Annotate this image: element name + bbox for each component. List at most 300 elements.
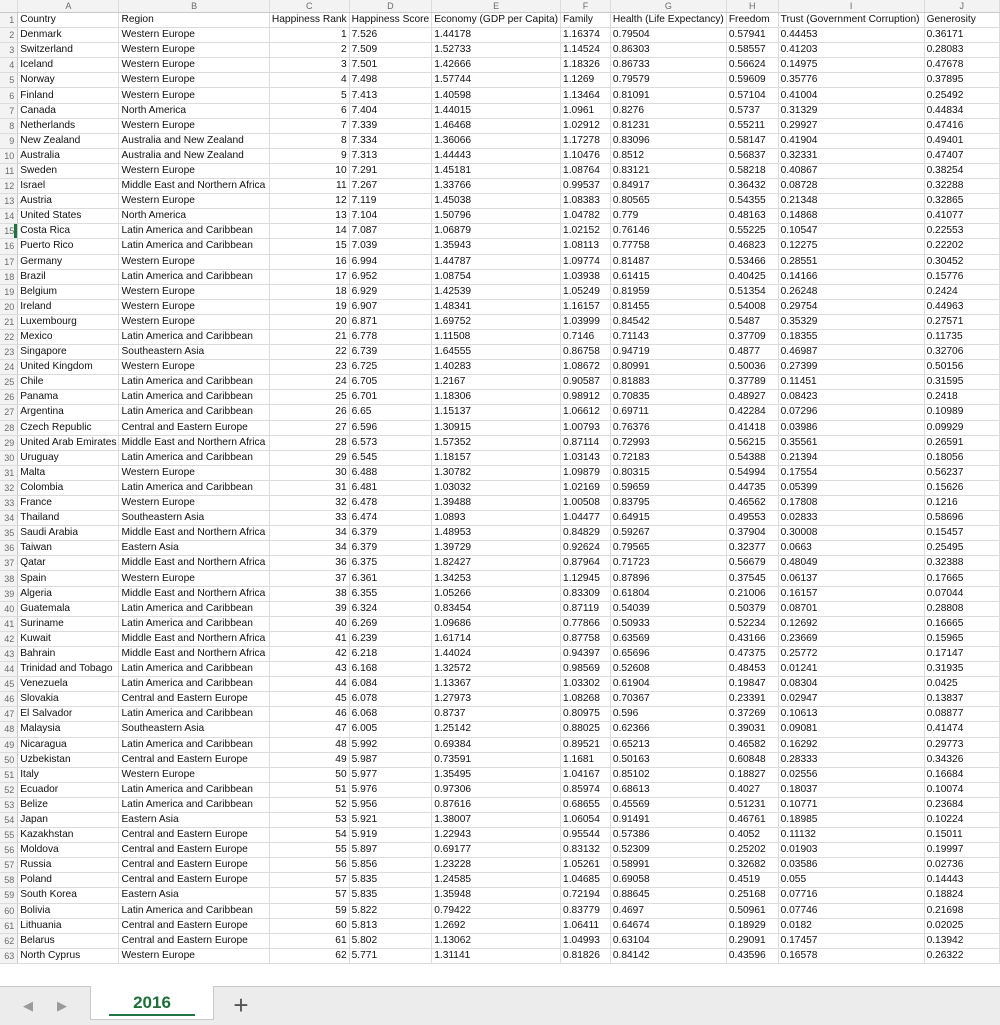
cell[interactable]: 0.40867 — [778, 163, 924, 178]
cell[interactable]: Suriname — [18, 616, 119, 631]
cell[interactable]: Central and Eastern Europe — [119, 933, 269, 948]
row-number[interactable]: 61 — [0, 918, 18, 933]
cell[interactable]: 0.28083 — [924, 43, 999, 58]
cell[interactable]: 0.44453 — [778, 28, 924, 43]
cell[interactable]: 0.48049 — [778, 556, 924, 571]
cell[interactable]: 0.26248 — [778, 284, 924, 299]
cell[interactable]: Central and Eastern Europe — [119, 918, 269, 933]
cell[interactable]: 1.27973 — [432, 692, 561, 707]
cell[interactable]: Israel — [18, 179, 119, 194]
cell[interactable]: 0.29773 — [924, 737, 999, 752]
cell[interactable]: Latin America and Caribbean — [119, 450, 269, 465]
cell[interactable]: 1.14524 — [561, 43, 611, 58]
cell[interactable]: 0.17147 — [924, 646, 999, 661]
cell[interactable]: Luxembourg — [18, 314, 119, 329]
cell[interactable]: Middle East and Northern Africa — [119, 526, 269, 541]
cell[interactable]: Australia and New Zealand — [119, 133, 269, 148]
cell[interactable]: 1.02912 — [561, 118, 611, 133]
row-number[interactable]: 27 — [0, 405, 18, 420]
cell[interactable]: 1.08672 — [561, 360, 611, 375]
cell[interactable]: 0.77758 — [610, 239, 726, 254]
cell[interactable]: 0.51231 — [726, 797, 778, 812]
cell[interactable]: Singapore — [18, 345, 119, 360]
cell[interactable]: 0.14975 — [778, 58, 924, 73]
cell[interactable]: 0.21006 — [726, 586, 778, 601]
cell[interactable]: 0.61904 — [610, 677, 726, 692]
cell[interactable]: 1.06054 — [561, 812, 611, 827]
cell[interactable]: 0.25492 — [924, 88, 999, 103]
header-cell[interactable]: Economy (GDP per Capita) — [432, 13, 561, 28]
cell[interactable]: 55 — [269, 843, 349, 858]
cell[interactable]: 0.54355 — [726, 194, 778, 209]
column-header-i[interactable]: I — [778, 0, 924, 13]
cell[interactable]: 6.929 — [349, 284, 432, 299]
row-number[interactable]: 14 — [0, 209, 18, 224]
cell[interactable]: 0.25772 — [778, 646, 924, 661]
cell[interactable]: 0.15011 — [924, 828, 999, 843]
cell[interactable]: Argentina — [18, 405, 119, 420]
cell[interactable]: 0.57941 — [726, 28, 778, 43]
row-number[interactable]: 37 — [0, 556, 18, 571]
header-cell[interactable]: Health (Life Expectancy) — [610, 13, 726, 28]
cell[interactable]: Colombia — [18, 480, 119, 495]
cell[interactable]: 0.08877 — [924, 707, 999, 722]
cell[interactable]: Central and Eastern Europe — [119, 752, 269, 767]
cell[interactable]: 0.46823 — [726, 239, 778, 254]
cell[interactable]: 7.498 — [349, 73, 432, 88]
cell[interactable]: 14 — [269, 224, 349, 239]
cell[interactable]: 0.34326 — [924, 752, 999, 767]
cell[interactable]: Western Europe — [119, 496, 269, 511]
cell[interactable]: 0.28333 — [778, 752, 924, 767]
cell[interactable]: 1.03302 — [561, 677, 611, 692]
cell[interactable]: 0.055 — [778, 873, 924, 888]
cell[interactable]: 0.35329 — [778, 314, 924, 329]
cell[interactable]: Western Europe — [119, 465, 269, 480]
cell[interactable]: 3 — [269, 58, 349, 73]
cell[interactable]: 0.28551 — [778, 254, 924, 269]
column-header-j[interactable]: J — [924, 0, 999, 13]
cell[interactable]: 6.65 — [349, 405, 432, 420]
cell[interactable]: 41 — [269, 631, 349, 646]
cell[interactable]: 8 — [269, 133, 349, 148]
cell[interactable]: 0.19847 — [726, 677, 778, 692]
cell[interactable]: 1.00508 — [561, 496, 611, 511]
cell[interactable]: 0.79565 — [610, 541, 726, 556]
cell[interactable]: Nicaragua — [18, 737, 119, 752]
cell[interactable]: 0.2418 — [924, 390, 999, 405]
cell[interactable]: 0.88025 — [561, 722, 611, 737]
cell[interactable]: 9 — [269, 148, 349, 163]
cell[interactable]: 0.32377 — [726, 541, 778, 556]
cell[interactable]: El Salvador — [18, 707, 119, 722]
cell[interactable]: 0.02025 — [924, 918, 999, 933]
cell[interactable]: 6.705 — [349, 375, 432, 390]
cell[interactable]: 0.62366 — [610, 722, 726, 737]
row-number[interactable]: 38 — [0, 571, 18, 586]
cell[interactable]: 0.83096 — [610, 133, 726, 148]
cell[interactable]: Slovakia — [18, 692, 119, 707]
cell[interactable]: 0.84917 — [610, 179, 726, 194]
cell[interactable]: 6.701 — [349, 390, 432, 405]
cell[interactable]: 0.32706 — [924, 345, 999, 360]
cell[interactable]: 0.41004 — [778, 88, 924, 103]
cell[interactable]: Eastern Asia — [119, 812, 269, 827]
cell[interactable]: 1.61714 — [432, 631, 561, 646]
cell[interactable]: 7.119 — [349, 194, 432, 209]
cell[interactable]: 0.50379 — [726, 601, 778, 616]
cell[interactable]: 19 — [269, 299, 349, 314]
cell[interactable]: Central and Eastern Europe — [119, 843, 269, 858]
cell[interactable]: 7.509 — [349, 43, 432, 58]
cell[interactable]: 6.375 — [349, 556, 432, 571]
cell[interactable]: Middle East and Northern Africa — [119, 435, 269, 450]
cell[interactable]: 0.07296 — [778, 405, 924, 420]
cell[interactable]: 0.77866 — [561, 616, 611, 631]
cell[interactable]: 7.267 — [349, 179, 432, 194]
cell[interactable]: 0.83795 — [610, 496, 726, 511]
cell[interactable]: Latin America and Caribbean — [119, 797, 269, 812]
cell[interactable]: 0.87896 — [610, 571, 726, 586]
cell[interactable]: 0.59267 — [610, 526, 726, 541]
cell[interactable]: 0.46761 — [726, 812, 778, 827]
row-number[interactable]: 34 — [0, 511, 18, 526]
cell[interactable]: Latin America and Caribbean — [119, 903, 269, 918]
row-number[interactable]: 13 — [0, 194, 18, 209]
row-number[interactable]: 26 — [0, 390, 18, 405]
cell[interactable]: 1.03032 — [432, 480, 561, 495]
row-number[interactable]: 9 — [0, 133, 18, 148]
cell[interactable]: 5.977 — [349, 767, 432, 782]
row-number[interactable]: 49 — [0, 737, 18, 752]
cell[interactable]: 37 — [269, 571, 349, 586]
cell[interactable]: 1.42666 — [432, 58, 561, 73]
cell[interactable]: 0.87964 — [561, 556, 611, 571]
cell[interactable]: 12 — [269, 194, 349, 209]
cell[interactable]: 1.35948 — [432, 888, 561, 903]
cell[interactable]: 0.14868 — [778, 209, 924, 224]
cell[interactable]: 59 — [269, 903, 349, 918]
cell[interactable]: 0.50036 — [726, 360, 778, 375]
cell[interactable]: Middle East and Northern Africa — [119, 179, 269, 194]
cell[interactable]: 1.34253 — [432, 571, 561, 586]
cell[interactable]: 10 — [269, 163, 349, 178]
cell[interactable]: 0.31595 — [924, 375, 999, 390]
cell[interactable]: 0.29091 — [726, 933, 778, 948]
row-number[interactable]: 17 — [0, 254, 18, 269]
cell[interactable]: 1.38007 — [432, 812, 561, 827]
cell[interactable]: 7.501 — [349, 58, 432, 73]
cell[interactable]: 6.239 — [349, 631, 432, 646]
cell[interactable]: 0.44735 — [726, 480, 778, 495]
cell[interactable]: 7 — [269, 118, 349, 133]
cell[interactable]: 0.54039 — [610, 601, 726, 616]
cell[interactable]: 0.35561 — [778, 435, 924, 450]
cell[interactable]: 0.15626 — [924, 480, 999, 495]
cell[interactable]: 0.35776 — [778, 73, 924, 88]
cell[interactable]: 33 — [269, 511, 349, 526]
cell[interactable]: Central and Eastern Europe — [119, 858, 269, 873]
cell[interactable]: 0.8512 — [610, 148, 726, 163]
cell[interactable]: 6.474 — [349, 511, 432, 526]
cell[interactable]: 18 — [269, 284, 349, 299]
cell[interactable]: 0.15776 — [924, 269, 999, 284]
cell[interactable]: 0.32288 — [924, 179, 999, 194]
cell[interactable]: 1.06411 — [561, 918, 611, 933]
cell[interactable]: 0.98912 — [561, 390, 611, 405]
cell[interactable]: Malta — [18, 465, 119, 480]
cell[interactable]: 0.41474 — [924, 722, 999, 737]
cell[interactable]: 0.17554 — [778, 465, 924, 480]
cell[interactable]: Southeastern Asia — [119, 345, 269, 360]
cell[interactable]: 0.27571 — [924, 314, 999, 329]
cell[interactable]: Switzerland — [18, 43, 119, 58]
cell[interactable]: 0.58218 — [726, 163, 778, 178]
cell[interactable]: 31 — [269, 480, 349, 495]
cell[interactable]: 0.46582 — [726, 737, 778, 752]
cell[interactable]: 30 — [269, 465, 349, 480]
cell[interactable]: 0.56215 — [726, 435, 778, 450]
cell[interactable]: Australia and New Zealand — [119, 148, 269, 163]
cell[interactable]: 0.12692 — [778, 616, 924, 631]
cell[interactable]: 0.4519 — [726, 873, 778, 888]
cell[interactable]: 0.10074 — [924, 782, 999, 797]
cell[interactable]: 0.56679 — [726, 556, 778, 571]
cell[interactable]: 1.64555 — [432, 345, 561, 360]
cell[interactable]: 7.104 — [349, 209, 432, 224]
header-cell[interactable]: Generosity — [924, 13, 999, 28]
cell[interactable]: 0.21698 — [924, 903, 999, 918]
cell[interactable]: 6.361 — [349, 571, 432, 586]
cell[interactable]: Latin America and Caribbean — [119, 480, 269, 495]
cell[interactable]: 0.26322 — [924, 948, 999, 963]
cell[interactable]: 0.12275 — [778, 239, 924, 254]
cell[interactable]: Chile — [18, 375, 119, 390]
cell[interactable]: 0.41203 — [778, 43, 924, 58]
cell[interactable]: Mexico — [18, 329, 119, 344]
cell[interactable]: 0.4027 — [726, 782, 778, 797]
row-number[interactable]: 59 — [0, 888, 18, 903]
cell[interactable]: 0.88645 — [610, 888, 726, 903]
cell[interactable]: 46 — [269, 707, 349, 722]
cell[interactable]: 0.36171 — [924, 28, 999, 43]
cell[interactable]: Thailand — [18, 511, 119, 526]
cell[interactable]: 0.98569 — [561, 662, 611, 677]
cell[interactable]: 0.57104 — [726, 88, 778, 103]
header-cell[interactable]: Family — [561, 13, 611, 28]
cell[interactable]: Canada — [18, 103, 119, 118]
cell[interactable]: 0.02833 — [778, 511, 924, 526]
cell[interactable]: 1.44443 — [432, 148, 561, 163]
cell[interactable]: 0.63569 — [610, 631, 726, 646]
cell[interactable]: 1.18306 — [432, 390, 561, 405]
cell[interactable]: 39 — [269, 601, 349, 616]
cell[interactable]: 0.58991 — [610, 858, 726, 873]
cell[interactable]: 25 — [269, 390, 349, 405]
cell[interactable]: 7.404 — [349, 103, 432, 118]
cell[interactable]: Central and Eastern Europe — [119, 873, 269, 888]
cell[interactable]: 0.02556 — [778, 767, 924, 782]
header-cell[interactable]: Happiness Score — [349, 13, 432, 28]
cell[interactable]: 1.08764 — [561, 163, 611, 178]
cell[interactable]: Western Europe — [119, 118, 269, 133]
cell[interactable]: Western Europe — [119, 314, 269, 329]
cell[interactable]: 0.10224 — [924, 812, 999, 827]
cell[interactable]: 0.23391 — [726, 692, 778, 707]
cell[interactable]: 0.32682 — [726, 858, 778, 873]
cell[interactable]: 0.49553 — [726, 511, 778, 526]
cell[interactable]: 0.94397 — [561, 646, 611, 661]
cell[interactable]: 0.53466 — [726, 254, 778, 269]
cell[interactable]: Denmark — [18, 28, 119, 43]
cell[interactable]: 0.54994 — [726, 465, 778, 480]
row-number[interactable]: 50 — [0, 752, 18, 767]
cell[interactable]: Ireland — [18, 299, 119, 314]
cell[interactable]: 0.05399 — [778, 480, 924, 495]
cell[interactable]: Netherlands — [18, 118, 119, 133]
cell[interactable]: 4 — [269, 73, 349, 88]
cell[interactable]: 22 — [269, 345, 349, 360]
cell[interactable]: 42 — [269, 646, 349, 661]
cell[interactable]: 6.573 — [349, 435, 432, 450]
cell[interactable]: 0.08728 — [778, 179, 924, 194]
column-header-a[interactable]: A — [18, 0, 119, 13]
cell[interactable]: Czech Republic — [18, 420, 119, 435]
row-number[interactable]: 63 — [0, 948, 18, 963]
cell[interactable]: 0.08701 — [778, 601, 924, 616]
select-all-corner[interactable] — [0, 0, 18, 13]
cell[interactable]: 1.42539 — [432, 284, 561, 299]
cell[interactable]: 0.85102 — [610, 767, 726, 782]
cell[interactable]: 0.72194 — [561, 888, 611, 903]
cell[interactable]: 0.06137 — [778, 571, 924, 586]
cell[interactable]: 0.32331 — [778, 148, 924, 163]
cell[interactable]: 0.90587 — [561, 375, 611, 390]
cell[interactable]: 1.10476 — [561, 148, 611, 163]
cell[interactable]: 0.10613 — [778, 707, 924, 722]
header-cell[interactable]: Freedom — [726, 13, 778, 28]
cell[interactable]: 0.4052 — [726, 828, 778, 843]
header-cell[interactable]: Happiness Rank — [269, 13, 349, 28]
cell[interactable]: 0.55211 — [726, 118, 778, 133]
cell[interactable]: 27 — [269, 420, 349, 435]
cell[interactable]: 1.11508 — [432, 329, 561, 344]
cell[interactable]: Panama — [18, 390, 119, 405]
cell[interactable]: 0.54008 — [726, 299, 778, 314]
cell[interactable]: 0.58557 — [726, 43, 778, 58]
header-cell[interactable]: Country — [18, 13, 119, 28]
column-header-h[interactable]: H — [726, 0, 778, 13]
header-cell[interactable]: Region — [119, 13, 269, 28]
cell[interactable]: 0.47375 — [726, 646, 778, 661]
cell[interactable]: 5.976 — [349, 782, 432, 797]
cell[interactable]: 0.52608 — [610, 662, 726, 677]
cell[interactable]: 1.35495 — [432, 767, 561, 782]
cell[interactable]: 0.32865 — [924, 194, 999, 209]
cell[interactable]: 1.32572 — [432, 662, 561, 677]
cell[interactable]: 0.94719 — [610, 345, 726, 360]
cell[interactable]: 0.18985 — [778, 812, 924, 827]
cell[interactable]: Belize — [18, 797, 119, 812]
cell[interactable]: Taiwan — [18, 541, 119, 556]
cell[interactable]: 0.43596 — [726, 948, 778, 963]
cell[interactable]: 40 — [269, 616, 349, 631]
cell[interactable]: 0.4697 — [610, 903, 726, 918]
column-header-b[interactable]: B — [119, 0, 269, 13]
row-number[interactable]: 16 — [0, 239, 18, 254]
cell[interactable]: 0.779 — [610, 209, 726, 224]
row-number[interactable]: 30 — [0, 450, 18, 465]
cell[interactable]: Western Europe — [119, 299, 269, 314]
row-number[interactable]: 31 — [0, 465, 18, 480]
cell[interactable]: 1.06879 — [432, 224, 561, 239]
cell[interactable]: Brazil — [18, 269, 119, 284]
cell[interactable]: 0.46562 — [726, 496, 778, 511]
row-number[interactable]: 32 — [0, 480, 18, 495]
cell[interactable]: 28 — [269, 435, 349, 450]
cell[interactable]: 0.0425 — [924, 677, 999, 692]
cell[interactable]: 1 — [269, 28, 349, 43]
cell[interactable]: 0.47407 — [924, 148, 999, 163]
cell[interactable]: Russia — [18, 858, 119, 873]
cell[interactable]: 32 — [269, 496, 349, 511]
row-number[interactable]: 7 — [0, 103, 18, 118]
cell[interactable]: 1.44178 — [432, 28, 561, 43]
cell[interactable]: Guatemala — [18, 601, 119, 616]
cell[interactable]: 0.64674 — [610, 918, 726, 933]
cell[interactable]: North Cyprus — [18, 948, 119, 963]
cell[interactable]: 44 — [269, 677, 349, 692]
cell[interactable]: 0.03586 — [778, 858, 924, 873]
cell[interactable]: Lithuania — [18, 918, 119, 933]
cell[interactable]: 0.80991 — [610, 360, 726, 375]
cell[interactable]: 1.2167 — [432, 375, 561, 390]
cell[interactable]: 0.28808 — [924, 601, 999, 616]
cell[interactable]: 5.919 — [349, 828, 432, 843]
cell[interactable]: 1.13062 — [432, 933, 561, 948]
cell[interactable]: 0.15965 — [924, 631, 999, 646]
cell[interactable]: 0.16578 — [778, 948, 924, 963]
cell[interactable]: 0.18355 — [778, 329, 924, 344]
cell[interactable]: 0.58696 — [924, 511, 999, 526]
cell[interactable]: 34 — [269, 526, 349, 541]
row-number[interactable]: 33 — [0, 496, 18, 511]
cell[interactable]: 0.56837 — [726, 148, 778, 163]
cell[interactable]: New Zealand — [18, 133, 119, 148]
cell[interactable]: 1.46468 — [432, 118, 561, 133]
cell[interactable]: 54 — [269, 828, 349, 843]
cell[interactable]: 16 — [269, 254, 349, 269]
cell[interactable]: Latin America and Caribbean — [119, 239, 269, 254]
cell[interactable]: 1.04477 — [561, 511, 611, 526]
cell[interactable]: 57 — [269, 888, 349, 903]
cell[interactable]: Japan — [18, 812, 119, 827]
cell[interactable]: Central and Eastern Europe — [119, 692, 269, 707]
cell[interactable]: 1.05261 — [561, 858, 611, 873]
cell[interactable]: 0.68613 — [610, 782, 726, 797]
cell[interactable]: 6.078 — [349, 692, 432, 707]
cell[interactable]: 0.31935 — [924, 662, 999, 677]
cell[interactable]: 0.81455 — [610, 299, 726, 314]
cell[interactable]: 0.07716 — [778, 888, 924, 903]
cell[interactable]: Bahrain — [18, 646, 119, 661]
cell[interactable]: 0.80315 — [610, 465, 726, 480]
row-number[interactable]: 36 — [0, 541, 18, 556]
cell[interactable]: 6.084 — [349, 677, 432, 692]
cell[interactable]: 5.956 — [349, 797, 432, 812]
cell[interactable]: Western Europe — [119, 948, 269, 963]
cell[interactable]: 1.04685 — [561, 873, 611, 888]
